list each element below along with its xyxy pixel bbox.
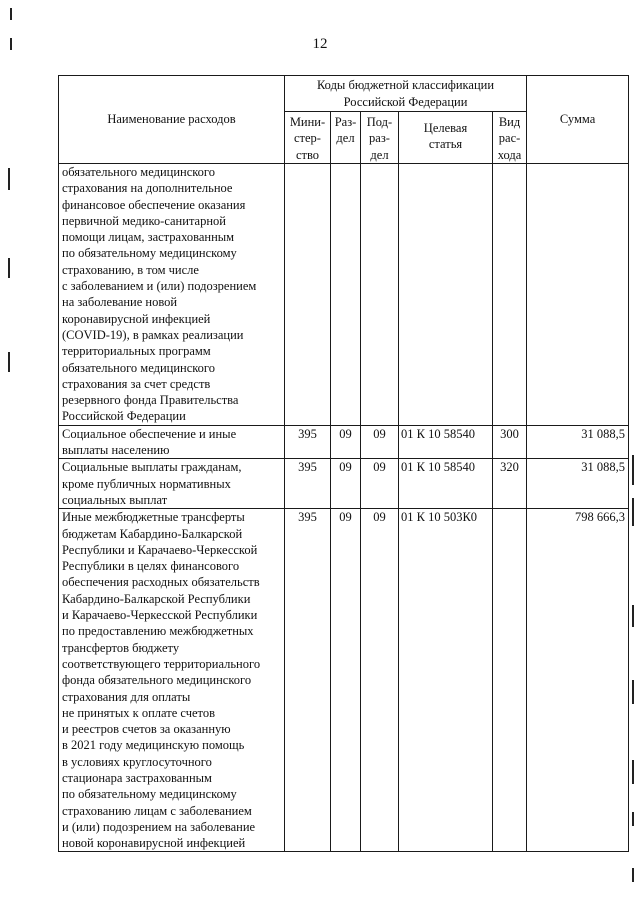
row-name: Иные межбюджетные трансферты бюджетам Кабардино-Балкарской Республики и Карачаево-Черкесской Республики в целях финансового обеспечения расходных обязательств Кабардино-Балкарской Республики и Карачаево-Черкесской Республики по предоставлению межбюджетных трансфертов бюджету соответствующего территориального фонда обязательного медицинского страхования для оплаты не принятых к оплате счетов и реестров счетов за оказанную в 2021 году медицинскую помощь в условиях круглосуточного стационара застрахованным по обязательному медицинскому страхованию лицам с заболеванием и (или) подозрением на заболевание новой коронавирусной инфекцией <box>59 509 285 852</box>
row-ministry: 395 <box>285 459 331 509</box>
page-number: 12 <box>312 36 328 52</box>
scan-mark <box>632 498 634 526</box>
row-target <box>399 164 493 426</box>
row-expense-type: 300 <box>493 425 527 459</box>
row-amount: 798 666,3 <box>527 509 629 852</box>
row-target: 01 К 10 58540 <box>399 459 493 509</box>
scan-mark <box>8 352 10 372</box>
header-codes-group: Коды бюджетной классификации Российской Федерации <box>285 76 527 112</box>
row-section: 09 <box>331 459 361 509</box>
row-expense-type <box>493 509 527 852</box>
row-expense-type: 320 <box>493 459 527 509</box>
row-amount: 31 088,5 <box>527 459 629 509</box>
scan-mark <box>8 168 10 190</box>
row-subsection: 09 <box>361 509 399 852</box>
table-row <box>59 509 629 852</box>
header-section: Раз- дел <box>331 112 361 164</box>
row-amount <box>527 164 629 426</box>
table-row <box>59 425 629 459</box>
scan-mark <box>632 680 634 704</box>
scan-mark <box>632 812 634 826</box>
row-ministry <box>285 164 331 426</box>
row-ministry: 395 <box>285 509 331 852</box>
header-name: Наименование расходов <box>59 76 285 164</box>
scan-mark <box>632 605 634 627</box>
table-row <box>59 459 629 509</box>
scan-mark <box>632 760 634 784</box>
row-subsection <box>361 164 399 426</box>
scan-mark <box>632 868 634 882</box>
scan-mark <box>10 8 12 20</box>
scan-mark <box>632 455 634 485</box>
row-target: 01 К 10 503К0 <box>399 509 493 852</box>
scan-mark <box>10 38 12 50</box>
row-subsection: 09 <box>361 459 399 509</box>
row-amount: 31 088,5 <box>527 425 629 459</box>
row-subsection: 09 <box>361 425 399 459</box>
header-expense-type: Вид рас- хода <box>493 112 527 164</box>
header-amount: Сумма <box>527 76 629 164</box>
table-row <box>59 164 629 426</box>
header-target: Целевая статья <box>399 112 493 164</box>
row-section: 09 <box>331 509 361 852</box>
row-expense-type <box>493 164 527 426</box>
row-ministry: 395 <box>285 425 331 459</box>
row-name: обязательного медицинского страхования на дополнительное финансовое обеспечение оказания первичной медико-санитарной помощи лицам, застрахованным по обязательному медицинскому страхованию, в том числе с заболеванием и (или) подозрением на заболевание новой коронавирусной инфекцией (COVID-19), в рамках реализации территориальных программ обязательного медицинского страхования за счет средств резервного фонда Правительства Российской Федерации <box>59 164 285 426</box>
row-section: 09 <box>331 425 361 459</box>
budget-table <box>58 75 629 852</box>
row-name: Социальное обеспечение и иные выплаты населению <box>59 425 285 459</box>
scan-mark <box>8 258 10 278</box>
header-ministry: Мини- стер- ство <box>285 112 331 164</box>
header-subsection: Под- раз- дел <box>361 112 399 164</box>
row-target: 01 К 10 58540 <box>399 425 493 459</box>
row-section <box>331 164 361 426</box>
row-name: Социальные выплаты гражданам, кроме публичных нормативных социальных выплат <box>59 459 285 509</box>
